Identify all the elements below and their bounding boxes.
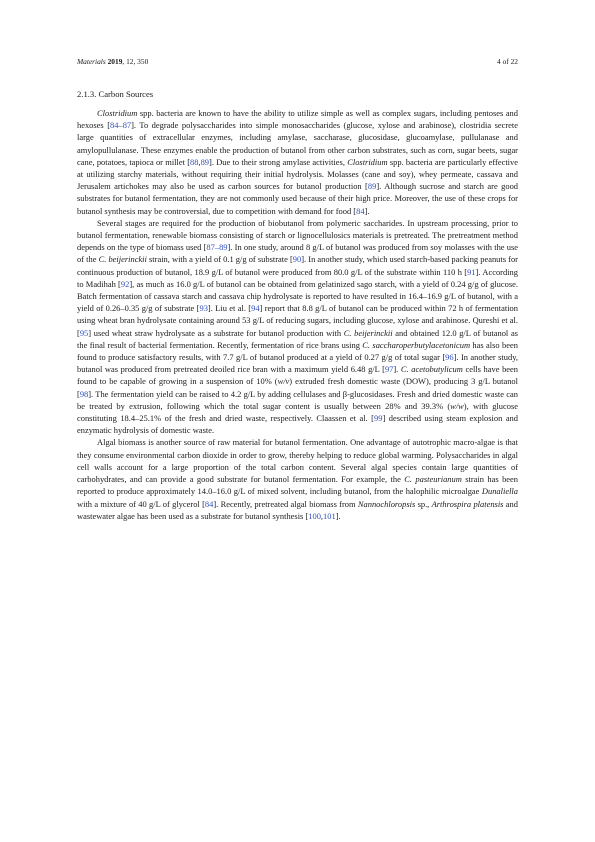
citation-link[interactable]: 88 [190, 156, 199, 167]
citation-link[interactable]: 87–89 [206, 242, 228, 253]
citation-link[interactable]: 84 [204, 498, 214, 509]
italic-text: C. saccharoperbutylacetonicum [362, 339, 471, 350]
text-run: has also been found to produce satisfactory results, with 7.7 g/L of butanol produced at a yield of 0.27 g/g of total sugar [ [77, 339, 518, 363]
text-run: ]. In another study, butanol was produced from pretreated deoiled rice bran with a maximum yield 6.48 g/L [ [77, 352, 518, 375]
text-run: ] described using steam explosion and enzymatic hydrolysis of domestic waste. [77, 413, 518, 436]
text-run: and obtained 12.0 g/L of butanol as the final result of bacterial fermentation. Recently, fermentation of rice brans using [77, 327, 518, 350]
text-run: ) extruded fresh domestic waste (DOW), producing 3 g/L butanol [ [77, 376, 518, 399]
citation-link[interactable]: 98 [79, 388, 89, 399]
section-heading [77, 89, 153, 99]
text-run: cells have been found to be capable of growing in a suspension of 10% ( [77, 364, 519, 387]
text-run: ]. In one study, around 8 g/L of butanol was produced from soy molasses with the use of the [77, 242, 518, 265]
text-run: ]. Although sucrose and starch are good substrates for butanol fermentation, they are not commonly used because of their high price. Moreover, the use of these crops for butanol synthesis may be controversial, due to competition with demand for food [ [77, 181, 519, 216]
text-run: and wastewater algae has been used as a substrate for butanol synthesis [ [77, 498, 518, 521]
text-run: ]. [393, 364, 401, 375]
italic-text: Clostridium [97, 108, 138, 118]
text-run: ]. Due to their strong amylase activities, [209, 156, 348, 167]
journal-citation [77, 57, 148, 66]
page-number: 4 of 22 [497, 57, 518, 66]
text-run: spp. bacteria are known to have the ability to utilize simple as well as complex sugars, including pentoses and hexoses [ [77, 108, 518, 131]
citation-link[interactable]: 84 [356, 205, 365, 216]
text-run: ]. [335, 510, 341, 521]
italic-text: Nannochloropsis [357, 498, 416, 509]
citation-link[interactable]: 89 [200, 156, 210, 167]
paragraph [77, 107, 518, 217]
italic-text: C. pasteurianum [404, 474, 462, 485]
text-run: with a mixture of 40 g/L of glycerol [ [77, 498, 205, 509]
body-text [77, 107, 518, 522]
citation-link[interactable]: 100 [308, 510, 321, 521]
paragraph [77, 217, 518, 437]
section-title: Carbon Sources [98, 89, 154, 99]
text-run: ]. In another study, which used starch-based packing peanuts for continuous production of butanol, 18.9 g/L of butanol were produced from 80.0 g/L of the substrate within 110 h [ [77, 254, 518, 277]
text-run: strain has been reported to produce approximately 14.0–16.0 g/L of mixed solvent, including butanol, from the halophilic microalgae [77, 474, 518, 497]
text-run: sp., [415, 498, 432, 509]
citation-link[interactable]: 97 [384, 364, 394, 375]
italic-text: Dunaliella [481, 486, 518, 497]
italic-text: C. beijerinckii [343, 327, 393, 338]
citation-link[interactable]: 92 [120, 278, 130, 289]
running-header [77, 57, 518, 66]
citation-link[interactable]: 90 [292, 254, 302, 265]
text-run: ] report that 8.8 g/L of butanol can be produced within 72 h of fermentation using wheat bran hydrolysate containing around 53 g/L of reducing sugars, including glucose, xylose and arabinose. Qureshi et al. [ [77, 303, 518, 338]
text-run: , [198, 156, 201, 167]
text-run: Algal biomass is another source of raw material for butanol fermentation. One advantage of autotrophic macro-algae is that they consume environmental carbon dioxide in order to grow, thereby helping to reduce global warming. Polysaccharides in algal cell walls account for a large proportion of the total carbon content. Several algal species contain large quantities of carbohydrates, and can provide a good substrate for butanol fermentation. For example, the [77, 437, 518, 485]
section-number: 2.1.3. [77, 89, 97, 99]
text-run: ]. Liu et al. [ [207, 303, 252, 314]
citation-link[interactable]: 93 [199, 303, 208, 314]
citation-link[interactable]: 96 [445, 352, 454, 363]
italic-text: C. beijerinckii [98, 254, 147, 265]
text-run: ), with glucose constituting 18.4–25.1% of the fresh and dried waste, respectively. Claassen et al. [ [77, 400, 518, 424]
italic-text: w/w [450, 400, 464, 411]
citation-link[interactable]: 101 [323, 510, 336, 521]
text-run: Several stages are required for the production of biobutanol from polymeric saccharides. In upstream processing, prior to butanol fermentation, renewable biomass consisting of starch or lignocellulosics materials is pretreated. The pretreatment method depends on the type of biomass used [ [77, 217, 518, 253]
italic-text: C. acetobutylicum [400, 364, 463, 375]
citation-link[interactable]: 94 [251, 303, 260, 314]
journal-name: Materials [77, 57, 106, 66]
text-run: ] used wheat straw hydrolysate as a substrate for butanol production with [88, 327, 344, 338]
text-run: ], as much as 16.0 g/L of butanol can be obtained from gelatinized sago starch, with a yield of 0.24 g/g of glucose. Batch fermentation of cassava starch and cassava chip hydrolysate is reported to have resulted in 16.4–16.9 g/L of butanol, with a yield of 0.26–0.35 g/g of substrate [ [77, 278, 518, 314]
text-run: ]. To degrade polysaccharides into simple monosaccharides (glucose, xylose and arabinose), clostridia secrete large quantities of extracellular enzymes, including amylase, saccharase, glucosidase, glucoamylase, pullulanase and amylopullulanase. These enzymes enable the production of butanol from other carbon substrates, such as corn, sugar beets, sugar cane, potatoes, tapioca or millet [ [77, 120, 518, 167]
citation-link[interactable]: 89 [367, 181, 377, 192]
text-run: ]. [364, 205, 370, 216]
text-run: spp. bacteria are particularly effective at utilizing starchy materials, without requiring their initial hydrolysis. Molasses (cane and soy), whey permeate, cassava and Jerusalem artichokes may also be used as carbon sources for butanol production [ [77, 156, 518, 192]
citation-link[interactable]: 84–87 [110, 120, 132, 131]
journal-year: 2019 [107, 57, 123, 66]
journal-volume-pages: , 12, 350 [122, 57, 149, 66]
text-run: ]. According to Madihah [ [77, 266, 518, 289]
italic-text: w/v [277, 376, 290, 387]
paragraph [77, 436, 518, 521]
italic-text: Arthrospira platensis [431, 498, 504, 509]
text-run: , [320, 510, 324, 521]
text-run: strain, with a yield of 0.1 g/g of substrate [ [146, 254, 293, 265]
italic-text: Clostridium [347, 156, 388, 167]
text-run: ]. Recently, pretreated algal biomass from [213, 498, 358, 509]
citation-link[interactable]: 91 [467, 266, 476, 277]
text-run: ]. The fermentation yield can be raised to 4.2 g/L by adding cellulases and β-glucosidases. Fresh and dried domestic waste can be treated by extrusion, following which the total sugar content is usually between 28% and 39.3% ( [77, 388, 518, 411]
citation-link[interactable]: 99 [374, 413, 383, 424]
citation-link[interactable]: 95 [79, 327, 89, 338]
